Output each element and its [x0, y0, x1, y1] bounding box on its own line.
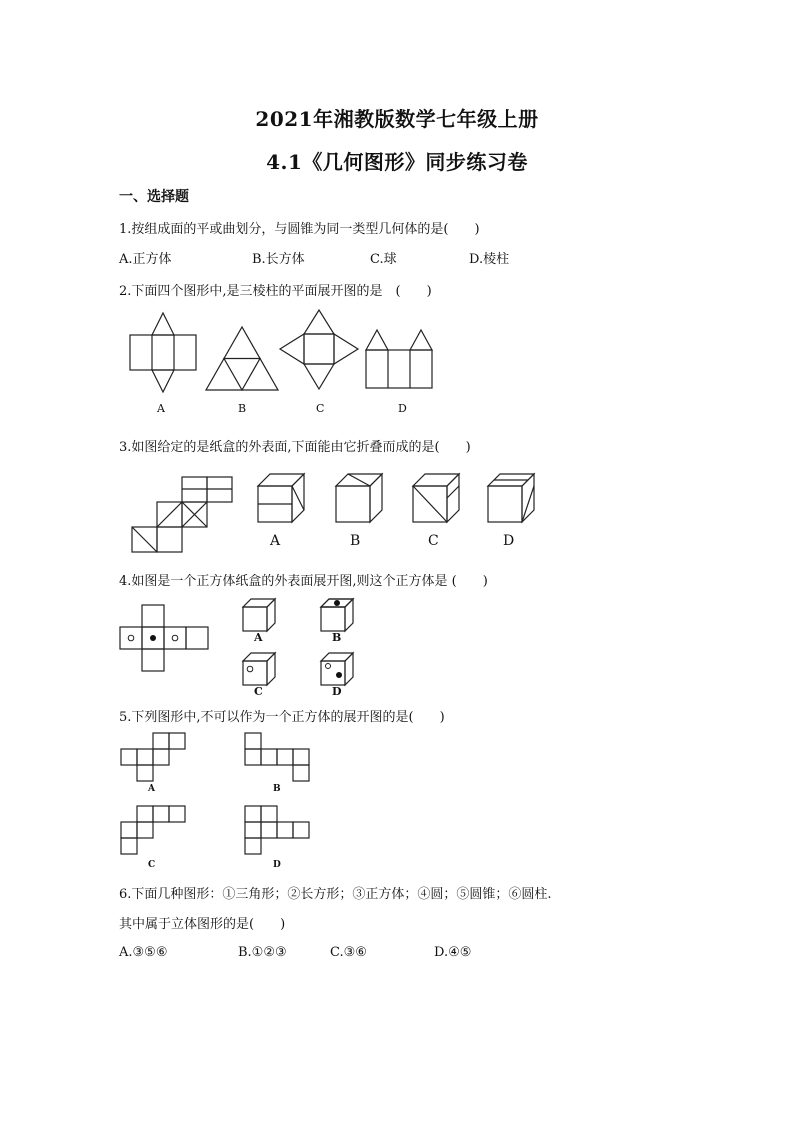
q4-label-a: A [254, 631, 263, 644]
question-2-stem: 2.下面四个图形中,是三棱柱的平面展开图的是 ( ) [119, 284, 432, 299]
q5-label-c: C [148, 860, 156, 870]
q4-cube-d [321, 653, 353, 685]
q4-label-c: C [254, 685, 263, 698]
q4-cube-net [120, 605, 208, 671]
q3-cube-d [488, 474, 534, 522]
question-6-option-d: D.④⑤ [434, 945, 472, 960]
q3-label-a: A [270, 533, 281, 549]
q3-label-c: C [428, 533, 439, 549]
q2-figure-a [130, 313, 196, 392]
question-6-option-b: B.①②③ [238, 945, 287, 960]
question-4-stem: 4.如图是一个正方体纸盒的外表面展开图,则这个正方体是 ( ) [119, 574, 488, 589]
question-6-stem-line2: 其中属于立体图形的是( ) [119, 917, 286, 932]
question-6-option-c: C.③⑥ [330, 945, 367, 960]
q4-label-b: B [332, 631, 342, 644]
section-heading: 一、选择题 [119, 189, 189, 205]
question-1-stem: 1.按组成面的平或曲划分，与圆锥为同一类型几何体的是( ) [119, 222, 480, 237]
q5-net-a [121, 733, 185, 781]
q3-label-d: D [503, 533, 515, 549]
question-1-option-d: D.棱柱 [469, 252, 510, 267]
q3-label-b: B [350, 533, 361, 549]
q3-box-net [132, 477, 232, 552]
q5-label-a: A [148, 784, 155, 794]
q2-label-c: C [316, 402, 325, 415]
question-3-stem: 3.如图给定的是纸盒的外表面,下面能由它折叠而成的是( ) [119, 440, 471, 455]
q5-label-d: D [273, 860, 281, 870]
question-1-option-b: B.长方体 [252, 252, 305, 267]
question-6-option-a: A.③⑤⑥ [119, 945, 168, 960]
q4-cube-a [243, 599, 275, 631]
q4-cube-b [321, 599, 353, 631]
q2-figure-d [366, 330, 432, 388]
q5-label-b: B [273, 784, 281, 794]
question-1-option-c: C.球 [370, 252, 397, 267]
q5-net-c [121, 806, 185, 854]
worksheet-title: 2021年湘教版数学七年级上册 [255, 107, 539, 131]
q3-cube-c [413, 474, 459, 522]
worksheet-subtitle: 4.1《几何图形》同步练习卷 [266, 150, 528, 174]
q4-cube-c [243, 653, 275, 685]
q5-net-d [245, 806, 309, 854]
question-5-stem: 5.下列图形中,不可以作为一个正方体的展开图的是( ) [119, 710, 445, 725]
q2-label-b: B [238, 402, 247, 415]
q3-cube-b [336, 474, 382, 522]
q4-label-d: D [332, 685, 342, 698]
q5-net-b [245, 733, 309, 781]
question-1-option-a: A.正方体 [119, 252, 172, 267]
q3-cube-a [258, 474, 304, 522]
question-6-stem: 6.下面几种图形：①三角形；②长方形；③正方体；④圆；⑤圆锥；⑥圆柱. [119, 887, 552, 902]
q2-label-d: D [398, 402, 407, 415]
q2-figure-c [280, 310, 358, 389]
q2-label-a: A [157, 402, 165, 415]
q2-figure-b [206, 327, 278, 390]
